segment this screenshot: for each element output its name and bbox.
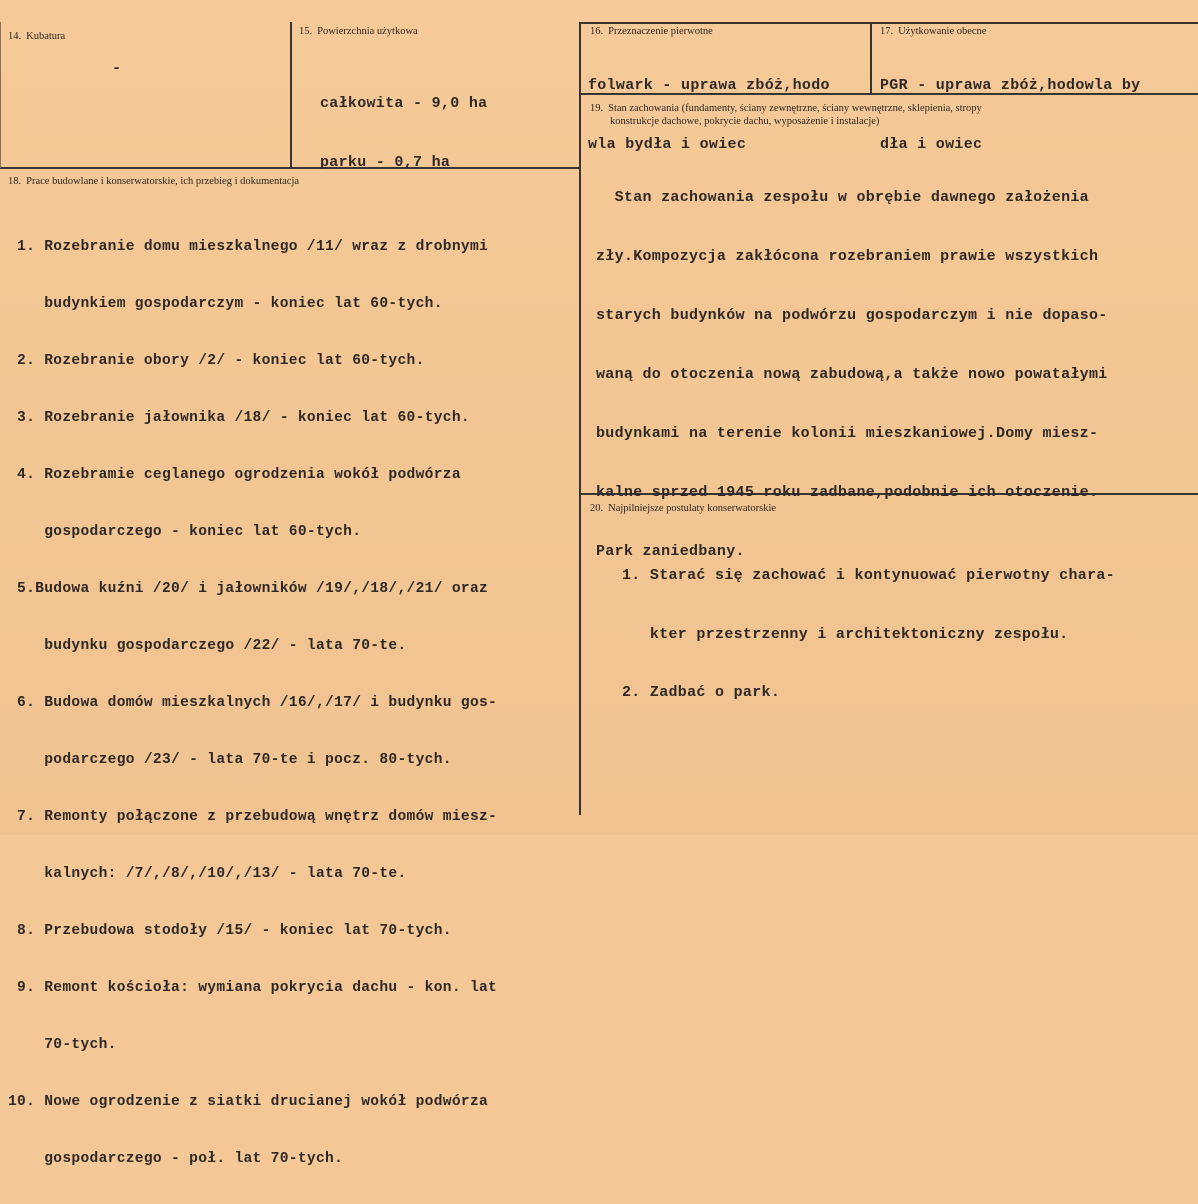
text-line: całkowita - 9,0 ha	[320, 95, 488, 112]
text-line: zły.Kompozycja zakłócona rozebraniem prawie wszystkich	[596, 248, 1099, 265]
field-title: Powierzchnia użytkowa	[317, 26, 418, 37]
list-item: 70-tych.	[8, 1037, 117, 1053]
text-line: kalne sprzed 1945 roku zadbane,podobnie ich otoczenie.	[596, 484, 1099, 501]
field-20-value	[622, 530, 1115, 740]
field-17-label	[880, 25, 986, 38]
field-title: Prace budowlane i konserwatorskie, ich przebieg i dokumentacja	[26, 176, 300, 187]
divider-main	[579, 22, 581, 815]
text-line: Stan zachowania zespołu w obrębie dawnego założenia	[596, 189, 1089, 206]
text-line: folwark - uprawa zbóż,hodo	[588, 77, 830, 94]
field-number: 20.	[590, 503, 604, 514]
field-number: 19.	[590, 103, 604, 114]
list-item: kalnych: /7/,/8/,/10/,/13/ - lata 70-te.	[8, 866, 407, 882]
list-item: 3. Rozebranie jałownika /18/ - koniec lat 60-tych.	[8, 410, 470, 426]
list-item: podarczego /23/ - lata 70-te i pocz. 80-tych.	[8, 752, 452, 768]
divider-15-16	[290, 22, 292, 168]
field-number: 16.	[590, 26, 604, 37]
list-item: 6. Budowa domów mieszkalnych /16/,/17/ i budynku gos-	[8, 695, 498, 711]
field-number: 15.	[299, 26, 313, 37]
list-item: 1. Rozebranie domu mieszkalnego /11/ wraz z drobnymi	[8, 239, 489, 255]
field-number: 18.	[8, 176, 22, 187]
text-line: starych budynków na podwórzu gospodarczym i nie dopaso-	[596, 307, 1108, 324]
divider-14-18	[0, 167, 580, 169]
field-number: 17.	[880, 26, 894, 37]
list-item: gospodarczego - poł. lat 70-tych.	[8, 1151, 344, 1167]
list-item: 2. Rozebranie obory /2/ - koniec lat 60-tych.	[8, 353, 425, 369]
list-item: budynku gospodarczego /22/ - lata 70-te.	[8, 638, 407, 654]
field-20-label	[590, 502, 776, 515]
field-18-value	[8, 203, 497, 1204]
list-item: gospodarczego - koniec lat 60-tych.	[8, 524, 362, 540]
field-title: Najpilniejsze postulaty konserwatorskie	[608, 503, 777, 514]
list-item: 4. Rozebramie ceglanego ogrodzenia wokół podwórza	[8, 467, 461, 483]
text-line: waną do otoczenia nową zabudową,a także nowo powatałymi	[596, 366, 1108, 383]
text-line: dła i owiec	[880, 135, 983, 153]
text-line: parku - 0,7 ha	[320, 153, 451, 171]
field-15-label	[299, 25, 418, 38]
divider-left-14	[0, 22, 1, 168]
field-19-label-line-2	[590, 115, 1190, 128]
field-19-label	[590, 102, 1190, 128]
list-item: 7. Remonty połączone z przebudową wnętrz domów miesz-	[8, 809, 498, 825]
divider-top-right	[580, 22, 1198, 24]
divider-16-17	[870, 22, 872, 94]
field-15-value	[320, 58, 487, 209]
list-item: kter przestrzenny i architektoniczny zespołu.	[622, 625, 1069, 643]
field-18-label	[8, 175, 299, 188]
field-14-label	[8, 30, 65, 43]
list-item: 1. Starać się zachować i kontynuować pierwotny chara-	[622, 567, 1115, 584]
list-item: 5.Budowa kuźni /20/ i jałowników /19/,/18/,/21/ oraz	[8, 581, 489, 597]
field-title: Użytkowanie obecne	[898, 26, 987, 37]
field-16-label	[590, 25, 713, 38]
text-line: PGR - uprawa zbóż,hodowla by	[880, 77, 1141, 94]
field-title: Kubatura	[26, 31, 66, 42]
field-title: Przeznaczenie pierwotne	[608, 26, 713, 37]
list-item: 2. Zadbać o park.	[622, 684, 781, 701]
list-item: 8. Przebudowa stodoły /15/ - koniec lat 70-tych.	[8, 923, 452, 939]
field-title: Stan zachowania (fundamenty, ściany zewnętrzne, ściany wewnętrzne, sklepienia, stropy	[608, 103, 982, 114]
text-line: budynkami na terenie kolonii mieszkaniowej.Domy miesz-	[596, 425, 1099, 442]
list-item: budynkiem gospodarczym - koniec lat 60-tych.	[8, 296, 443, 312]
field-14-value: -	[112, 60, 122, 77]
list-item: 9. Remont kościoła: wymiana pokrycia dachu - kon. lat	[8, 980, 498, 996]
text-line: Park zaniedbany.	[596, 543, 745, 560]
field-19-label-line-1	[590, 102, 1190, 115]
field-number: 14.	[8, 31, 22, 42]
text-line: wla bydła i owiec	[588, 135, 747, 153]
list-item: 10. Nowe ogrodzenie z siatki drucianej wokół podwórza	[8, 1094, 489, 1110]
field-title-cont: konstrukcje dachowe, pokrycie dachu, wyposażenie i instalacje)	[610, 116, 880, 127]
